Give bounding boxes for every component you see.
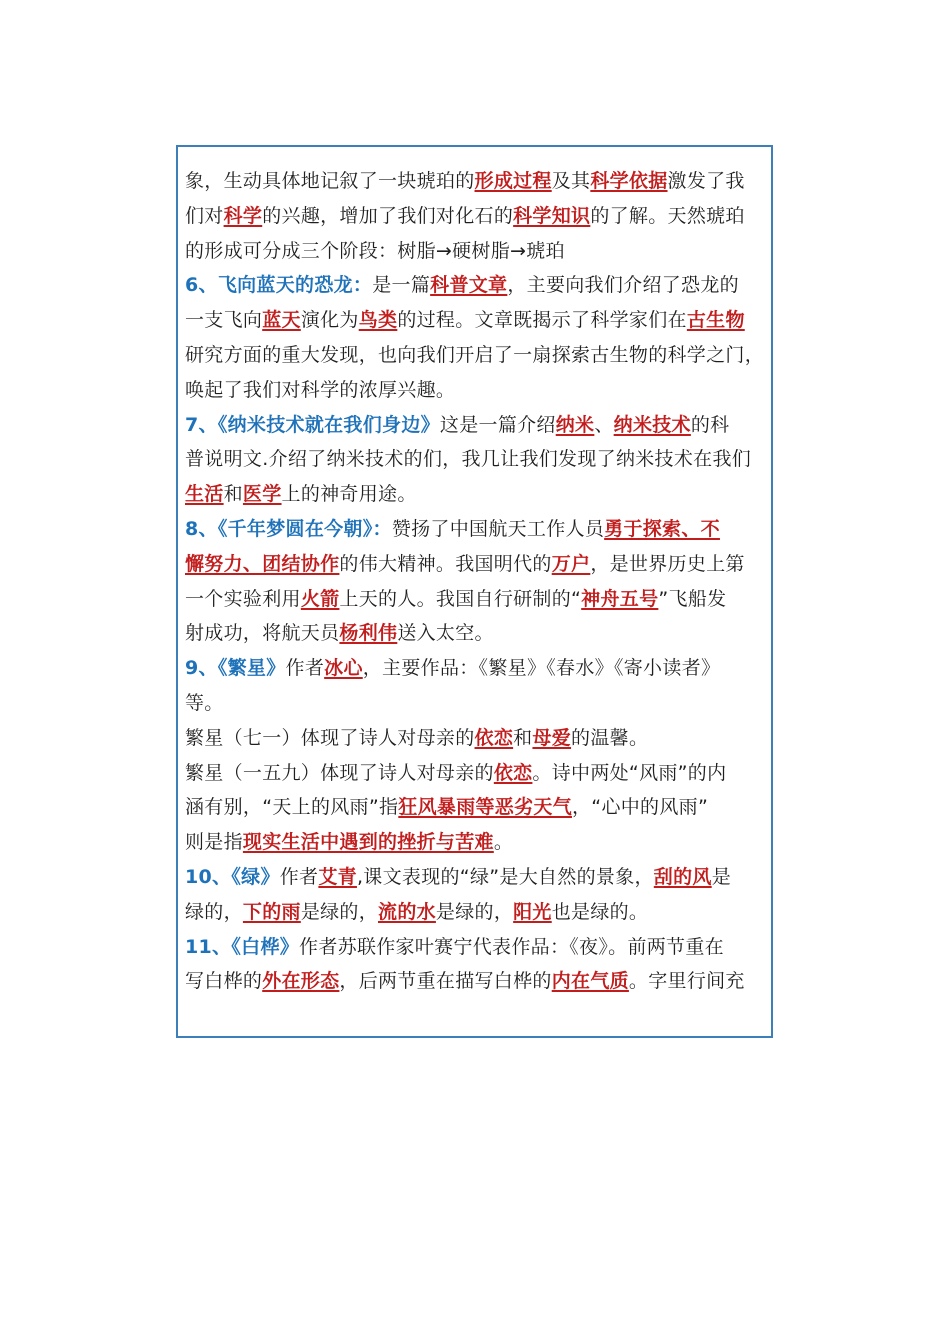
keyword: 依恋 [493,761,533,784]
text-segment: 是一篇 [372,274,431,297]
text-segment: ”飞船发 [658,587,727,610]
section-heading: 7、《纳米技术就在我们身边》 [185,413,440,436]
text-segment: ，主要作品：《繁星》《春水》《寄小读者》 [362,657,721,680]
text-segment: 们对 [185,204,224,227]
text-line [185,721,767,756]
text-line [185,477,767,512]
text-line [185,303,767,338]
notes-panel [176,145,773,1038]
keyword: 流的水 [378,900,436,923]
text-segment: 的兴趣，增加了我们对化石的 [262,204,514,227]
keyword: 鸟类 [358,309,398,332]
text-segment: 的了解。天然琥珀 [590,204,745,227]
keyword: 狂风暴雨等恶劣天气 [398,796,572,819]
section-heading: 11、《白桦》 [185,935,300,958]
text-line [185,164,767,199]
text-line [185,408,767,443]
text-segment: 一支飞向 [185,309,263,332]
text-line [185,964,767,999]
text-segment: 象，生动具体地记叙了一块琥珀的 [185,170,475,192]
keyword: 内在气质 [551,970,629,993]
text-line [185,234,767,269]
text-segment: 作者 [279,865,319,888]
text-segment: 绿的， [185,900,243,923]
keyword: 生活 [185,483,224,506]
text-segment: ,课文表现的“绿”是大自然的景象， [356,865,654,888]
section-heading: 8、《千年梦圆在今朝》： [185,517,392,540]
text-segment: 研究方面的重大发现，也向我们开启了一扇探索古生物的科学之门， [185,343,765,366]
text-segment: 是绿的， [435,900,514,923]
keyword: 万户 [551,552,591,575]
text-segment: 、 [594,413,614,436]
text-line [185,268,767,303]
text-segment: 的科 [690,413,730,436]
keyword: 艾青 [318,865,357,888]
keyword: 依恋 [474,726,514,749]
text-line [185,199,767,234]
text-line [185,547,767,582]
keyword: 科学知识 [513,204,591,227]
text-body [185,164,767,999]
keyword: 形成过程 [474,170,552,192]
text-line [185,512,767,547]
text-segment: 激发了我 [667,170,745,192]
section-heading: 6、飞向蓝天的恐龙： [185,274,373,297]
text-segment: 上的神奇用途。 [281,483,417,506]
text-line [185,651,767,686]
text-segment: ，主要向我们介绍了恐龙的 [507,274,739,297]
text-segment: 写白桦的 [185,970,263,993]
text-line [185,338,767,373]
text-segment: 也是绿的。 [551,900,649,923]
text-line [185,373,767,408]
text-segment: 的形成可分成三个阶段：树脂→硬树脂→琥珀 [185,239,565,262]
text-line [185,930,767,965]
text-segment: ，“心中的风雨” [572,796,709,819]
keyword: 火箭 [300,587,340,610]
text-segment: 这是一篇介绍 [439,413,556,436]
text-segment: 。字里行间充 [628,970,745,993]
keyword: 古生物 [686,309,745,332]
keyword: 外在形态 [262,970,340,993]
text-line [185,860,767,895]
text-line [185,756,767,791]
text-segment: 及其 [551,170,591,192]
text-segment: ，后两节重在描写白桦的 [339,970,552,993]
keyword: 杨利伟 [339,622,398,645]
text-segment: 的温馨。 [571,726,649,749]
text-segment: ，是世界历史上第 [590,552,745,575]
keyword: 纳米技术 [613,413,691,436]
text-segment: 繁星（七一）体现了诗人对母亲的 [185,726,475,749]
keyword: 刮的风 [653,865,712,888]
text-line [185,686,767,721]
keyword: 冰心 [324,657,363,680]
keyword: 勇于探索、不 [604,517,720,540]
text-segment: 作者苏联作家叶赛宁代表作品：《夜》。前两节重在 [299,935,724,958]
text-segment: 。诗中两处“风雨”的内 [532,761,727,784]
text-segment: 涵有别，“天上的风雨”指 [185,796,399,819]
text-line [185,895,767,930]
text-segment: 演化为 [300,309,359,332]
text-segment: 上天的人。我国自行研制的“ [339,587,582,610]
text-segment: 和 [513,726,533,749]
keyword: 神舟五号 [581,587,659,610]
keyword: 母爱 [532,726,572,749]
text-segment: 是 [711,865,732,888]
text-segment: 是绿的， [300,900,379,923]
text-segment: 送入太空。 [397,622,494,645]
keyword: 下的雨 [242,900,301,923]
text-segment: 射成功，将航天员 [185,622,340,645]
text-line [185,616,767,651]
keyword: 医学 [242,483,282,506]
text-segment: 的过程。文章既揭示了科学家们在 [397,309,687,332]
keyword: 蓝天 [262,309,301,332]
text-line [185,825,767,860]
keyword: 现实生活中遇到的挫折与苦难 [242,831,494,854]
text-segment: 作者 [285,657,325,680]
text-segment: 一个实验利用 [185,587,301,610]
keyword: 懈努力、团结协作 [185,552,340,575]
section-heading: 10、《绿》 [185,865,280,888]
text-segment: 唤起了我们对科学的浓厚兴趣。 [185,378,456,401]
keyword: 纳米 [555,413,595,436]
text-segment: 普说明文.介绍了纳米技术的们，我几让我们发现了纳米技术在我们 [185,448,752,471]
text-segment: 则是指 [185,831,243,854]
text-segment: 。 [493,831,514,854]
text-segment: 繁星（一五九）体现了诗人对母亲的 [185,761,494,784]
keyword: 科学 [223,204,263,227]
text-segment: 等。 [185,691,224,714]
keyword: 阳光 [513,900,552,923]
text-line [185,582,767,617]
text-segment: 赞扬了中国航天工作人员 [391,517,605,540]
text-line [185,442,767,477]
text-segment: 的伟大精神。我国明代的 [339,552,552,575]
text-segment: 和 [223,483,243,506]
keyword: 科学依据 [590,170,668,192]
section-heading: 9、《繁星》 [185,657,286,680]
keyword: 科普文章 [430,274,508,297]
text-line [185,790,767,825]
